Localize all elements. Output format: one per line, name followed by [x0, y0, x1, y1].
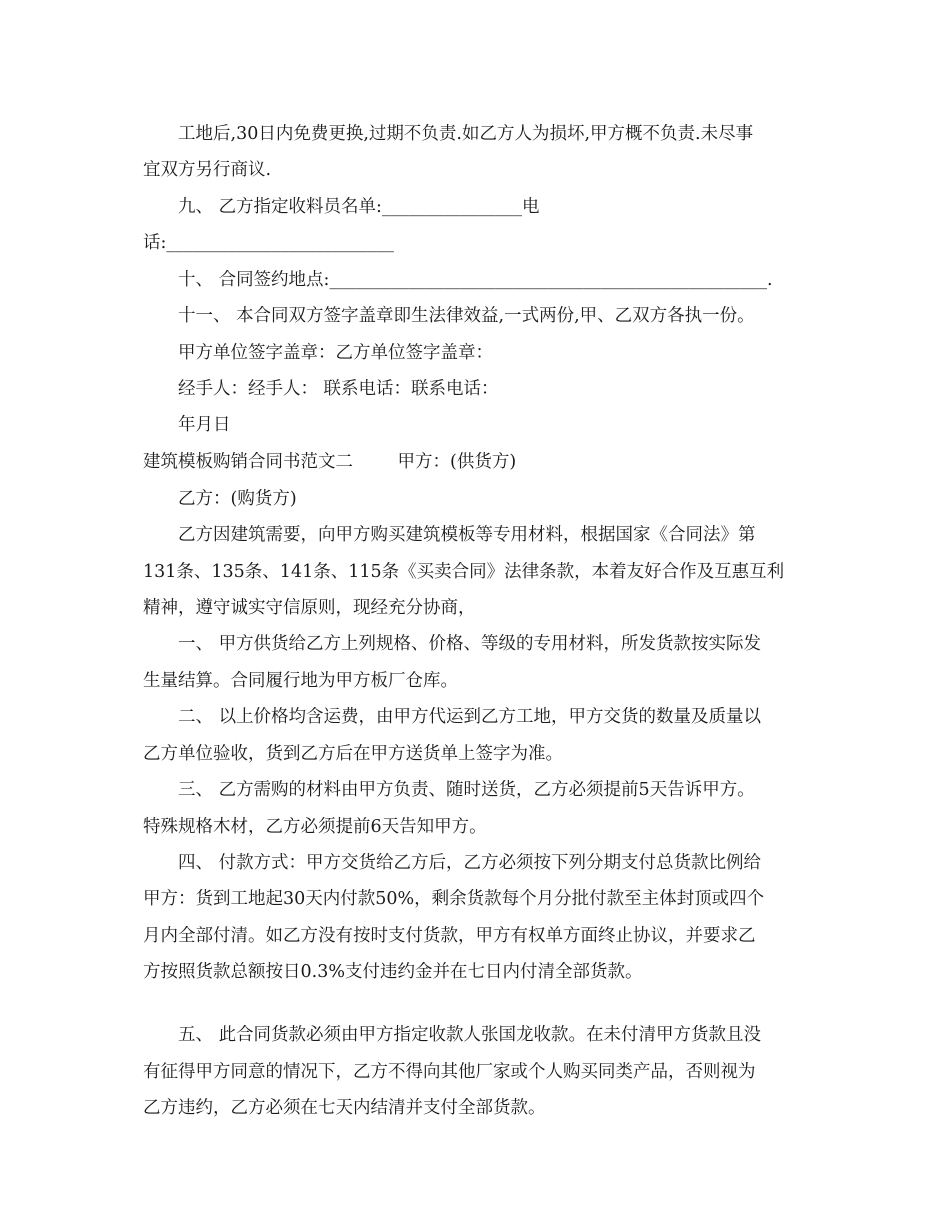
text-line: 乙方违约，乙方必须在七天内结清并支付全部货款。 — [143, 1098, 546, 1118]
text-line: 三、 乙方需购的材料由甲方负责、随时送货，乙方必须提前5天告诉甲方。 — [178, 780, 755, 800]
text-line: 话:__________________________ — [143, 233, 394, 253]
section-title: 建筑模板购销合同书范文二 甲方：(供货方) — [143, 452, 517, 472]
text-line: 甲方：货到工地起30天内付款50%，剩余货款每个月分批付款至主体封顶或四个 — [143, 889, 765, 909]
text-line: 工地后,30日内免费更换,过期不负责.如乙方人为损坏,甲方概不负责.未尽事 — [178, 124, 754, 144]
text-line: 四、 付款方式：甲方交货给乙方后，乙方必须按下列分期支付总货款比例给 — [178, 853, 762, 873]
text-line: 一、 甲方供货给乙方上列规格、价格、等级的专用材料，所发货款按实际发 — [178, 634, 762, 654]
text-line: 宜双方另行商议. — [143, 160, 272, 180]
text-line: 十一、 本合同双方签字盖章即生法律效益,一式两份,甲、乙双方各执一份。 — [178, 306, 755, 326]
text-line: 方按照货款总额按日0.3%支付违约金并在七日内付清全部货款。 — [143, 962, 643, 982]
text-line: 乙方单位验收，货到乙方后在甲方送货单上签字为准。 — [143, 744, 563, 764]
text-line: 乙方因建筑需要，向甲方购买建筑模板等专用材料，根据国家《合同法》第 — [178, 525, 756, 545]
text-line: 乙方：(购货方) — [178, 489, 297, 509]
text-line: 生量结算。合同履行地为甲方板厂仓库。 — [143, 671, 458, 691]
text-line: 精神，遵守诚实守信原则，现经充分协商， — [143, 598, 476, 618]
text-line: 甲方单位签字盖章：乙方单位签字盖章： — [178, 343, 493, 363]
text-line: 有征得甲方同意的情况下，乙方不得向其他厂家或个人购买同类产品，否则视为 — [143, 1062, 756, 1082]
text-line: 131条、135条、141条、115条《买卖合同》法律条款，本着友好合作及互惠互利 — [143, 562, 785, 582]
text-line: 五、 此合同货款必须由甲方指定收款人张国龙收款。在未付清甲方货款且没 — [178, 1025, 762, 1045]
text-line: 二、 以上价格均含运费，由甲方代运到乙方工地，甲方交货的数量及质量以 — [178, 707, 762, 727]
text-line: 经手人：经手人： 联系电话：联系电话： — [178, 379, 499, 399]
text-line: 十、 合同签约地点:__________________________________________________. — [178, 270, 773, 290]
text-line: 月内全部付清。如乙方没有按时支付货款，甲方有权单方面终止协议，并要求乙 — [143, 926, 756, 946]
text-line: 特殊规格木材，乙方必须提前6天告知甲方。 — [143, 817, 487, 837]
text-line: 九、 乙方指定收料员名单:________________电 — [178, 197, 540, 217]
text-line: 年月日 — [178, 415, 231, 435]
